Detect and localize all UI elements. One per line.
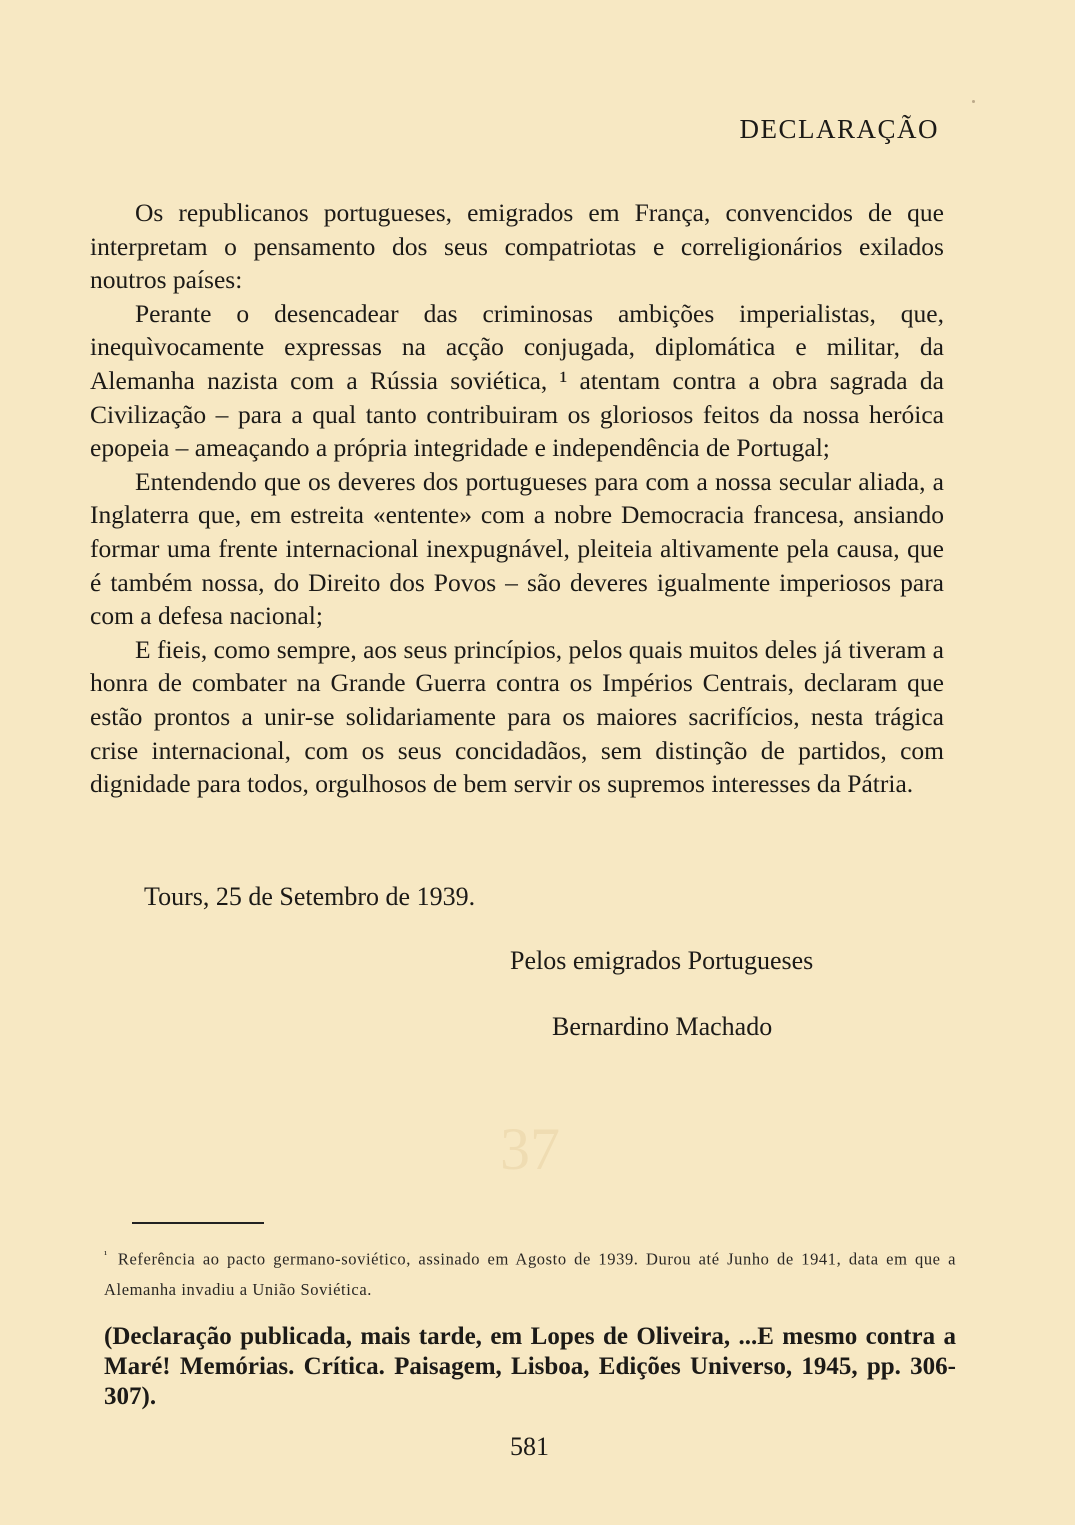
footnote-divider xyxy=(132,1222,264,1224)
footnote xyxy=(104,1240,956,1305)
signature-line-2: Bernardino Machado xyxy=(552,1012,773,1041)
paragraph-4: E fieis, como sempre, aos seus princípios, pelos quais muitos deles já tiveram a honra de combater na Grande Guerra contra os Impérios Centrais, declaram que estão prontos a unir-se solidariamente para os maiores sacrifícios, nesta trágica crise internacional, com os seus concidadãos, sem distinção de partidos, com dignidade para todos, orgulhosos de bem servir os supremos interesses da Pátria. xyxy=(90,634,944,799)
bleed-through-number: 37 xyxy=(500,1116,560,1182)
paragraph-2: Perante o desencadear das criminosas ambições imperialistas, que, inequìvocamente expressas na acção conjugada, diplomática e militar, da Alemanha nazista com a Rússia soviética, ¹ atentam contra a obra sagrada da Civilização – para a qual tanto contribuiram os gloriosos feitos da nossa heróica epopeia – ameaçando a própria integridade e independência de Portugal; xyxy=(90,298,944,463)
place-date: Tours, 25 de Setembro de 1939. xyxy=(144,882,476,911)
signature-line-1: Pelos emigrados Portugueses xyxy=(510,946,814,975)
footnote-text: Referência ao pacto germano-soviético, assinado em Agosto de 1939. Durou até Junho de 1941, data em que a Alemanha invadiu a União Soviética. xyxy=(104,1249,956,1299)
paragraph-1: Os republicanos portugueses, emigrados em França, convencidos de que interpretam o pensamento dos seus compatriotas e correligionários exilados noutros países: xyxy=(90,198,944,295)
footnote-mark: ¹ xyxy=(104,1249,108,1261)
paragraph-3: Entendendo que os deveres dos portugueses para com a nossa secular aliada, a Inglaterra que, em estreita «entente» com a nobre Democracia francesa, ansiando formar uma frente internacional inexpugnável, pleiteia altivamente pela causa, que é também nossa, do Direito dos Povos – são deveres igualmente imperiosos para com a defesa nacional; xyxy=(90,466,944,631)
page-title: DECLARAÇÃO xyxy=(739,114,939,144)
paper-speck xyxy=(972,100,975,103)
page-number: 581 xyxy=(510,1432,549,1461)
declaration-body xyxy=(90,196,944,801)
source-note: (Declaração publicada, mais tarde, em Lopes de Oliveira, ...E mesmo contra a Maré! Memórias. Crítica. Paisagem, Lisboa, Edições Universo, 1945, pp. 306-307). xyxy=(104,1323,956,1410)
